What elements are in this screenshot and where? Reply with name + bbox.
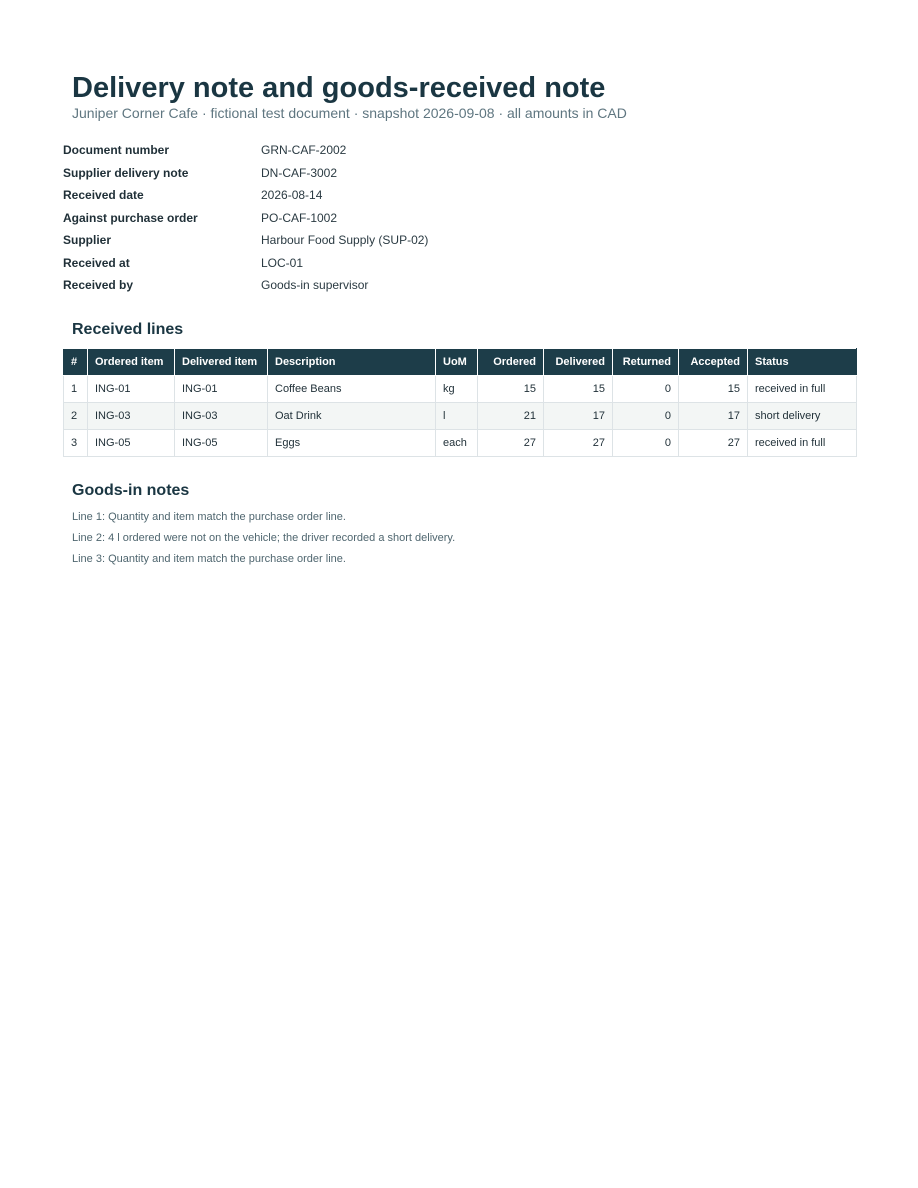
cell-delivered: 27 [544,430,613,457]
cell-uom: l [436,403,478,430]
cell-ordered: 15 [478,376,544,403]
column-header-line-number: # [64,349,88,376]
cell-delivered: 17 [544,403,613,430]
cell-line-number: 2 [64,403,88,430]
cell-uom: kg [436,376,478,403]
meta-row-received-at [63,252,428,275]
meta-value: DN-CAF-3002 [261,165,338,180]
cell-delivered-item: ING-03 [175,403,268,430]
cell-uom: each [436,430,478,457]
goods-in-notes-list [72,508,455,571]
list-item: Line 1: Quantity and item match the purchase order line. [72,511,346,523]
meta-value: GRN-CAF-2002 [261,143,347,158]
meta-value: LOC-01 [261,255,304,270]
cell-accepted: 27 [679,430,748,457]
cell-delivered-item: ING-01 [175,376,268,403]
cell-description: Coffee Beans [268,376,436,403]
meta-row-supplier-delivery-note [63,162,428,185]
column-header-accepted: Accepted [679,349,748,376]
meta-value: Harbour Food Supply (SUP-02) [261,233,429,248]
cell-line-number: 1 [64,376,88,403]
meta-label: Document number [63,143,170,158]
column-header-description: Description [268,349,436,376]
received-lines-table [63,348,857,457]
table-row [64,430,857,457]
document-title: Delivery note and goods-received note [72,72,606,104]
cell-description: Oat Drink [268,403,436,430]
cell-accepted: 17 [679,403,748,430]
document-subtitle: Juniper Corner Cafe · fictional test document · snapshot 2026-09-08 · all amounts in CAD [72,105,627,121]
table-row [64,376,857,403]
cell-ordered-item: ING-05 [88,430,175,457]
column-header-delivered: Delivered [544,349,613,376]
column-header-delivered-item: Delivered item [175,349,268,376]
cell-description: Eggs [268,430,436,457]
list-item: Line 2: 4 l ordered were not on the vehicle; the driver recorded a short delivery. [72,532,456,544]
cell-returned: 0 [613,376,679,403]
meta-value: Goods-in supervisor [261,278,369,293]
cell-returned: 0 [613,430,679,457]
meta-label: Supplier delivery note [63,165,189,180]
meta-row-received-by [63,274,428,297]
meta-row-document-number [63,139,428,162]
column-header-ordered: Ordered [478,349,544,376]
meta-row-purchase-order [63,207,428,230]
table-row [64,403,857,430]
cell-ordered: 21 [478,403,544,430]
meta-label: Received by [63,278,134,293]
cell-status: short delivery [748,403,857,430]
received-lines-heading: Received lines [72,321,184,338]
meta-label: Received at [63,255,130,270]
cell-ordered-item: ING-01 [88,376,175,403]
meta-row-received-date [63,184,428,207]
cell-delivered-item: ING-05 [175,430,268,457]
column-header-returned: Returned [613,349,679,376]
list-item: Line 3: Quantity and item match the purchase order line. [72,553,346,565]
cell-status: received in full [748,430,857,457]
goods-in-notes-heading: Goods-in notes [72,482,190,499]
cell-accepted: 15 [679,376,748,403]
column-header-status: Status [748,349,857,376]
cell-delivered: 15 [544,376,613,403]
table-header-row [64,349,857,376]
meta-label: Against purchase order [63,210,198,225]
column-header-uom: UoM [436,349,478,376]
cell-line-number: 3 [64,430,88,457]
document-metadata-table [63,139,428,297]
meta-label: Received date [63,188,144,203]
cell-status: received in full [748,376,857,403]
meta-value: 2026-08-14 [261,188,323,203]
cell-returned: 0 [613,403,679,430]
meta-row-supplier [63,229,428,252]
cell-ordered: 27 [478,430,544,457]
meta-value: PO-CAF-1002 [261,210,338,225]
cell-ordered-item: ING-03 [88,403,175,430]
column-header-ordered-item: Ordered item [88,349,175,376]
meta-label: Supplier [63,233,112,248]
